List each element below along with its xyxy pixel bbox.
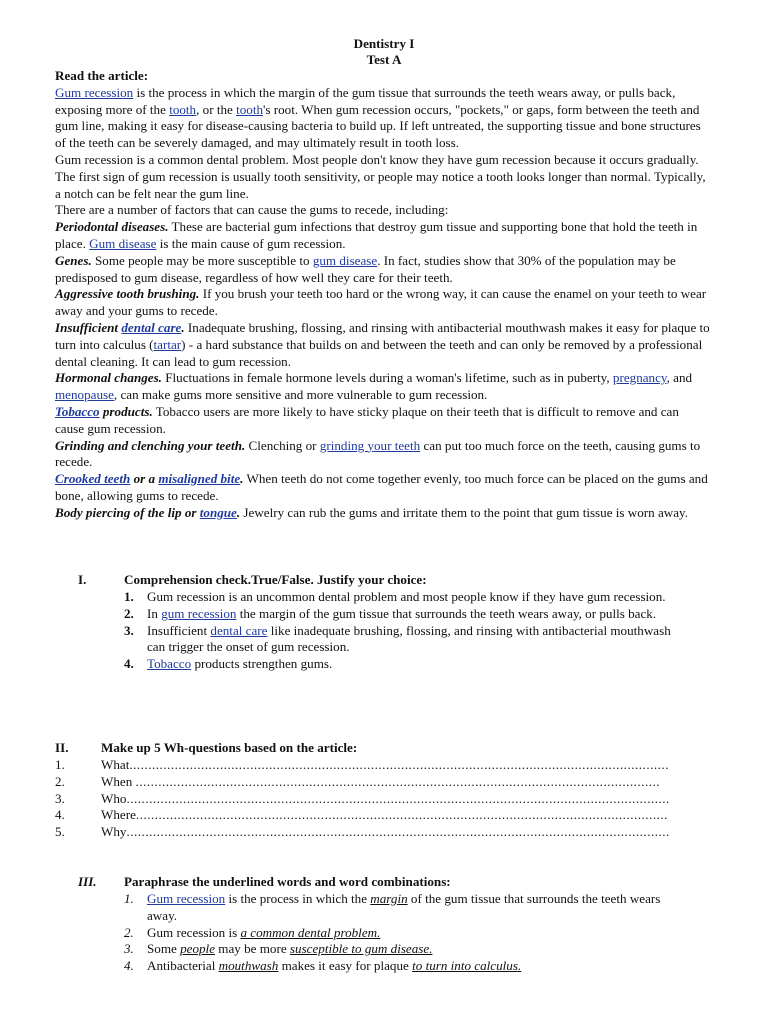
underlined-term: people (180, 941, 216, 957)
article-paragraph-3: There are a number of factors that can cause the gums to recede, including: (55, 202, 449, 218)
section-paraphrase (0, 874, 768, 975)
factor-text: can put too much force on the teeth, causing gums to recede. (55, 437, 701, 470)
section-number: III. (78, 874, 97, 889)
paraphrase-text (147, 925, 687, 942)
article-text: 's root. When gum recession occurs, "pockets," or gaps, form between the teeth and gum line, making it easy for disease-causing bacteria to build up. If left untreated, the supporting tissue and bone structures of the teeth can be severely damaged, and may ultimately result in tooth loss. (55, 101, 701, 151)
factor-text: Fluctuations in female hormone levels during a woman's lifetime, such as in puberty, (161, 370, 613, 386)
question-answer-line[interactable] (101, 757, 669, 774)
paraphrase-item (0, 891, 768, 925)
statement-text (147, 623, 687, 657)
factor-piercing (55, 505, 711, 522)
factor-text: Clenching or (245, 437, 320, 453)
item-number: 1. (124, 891, 134, 906)
link-tartar[interactable]: tartar (153, 336, 182, 352)
link-gum-recession[interactable]: Gum recession (147, 891, 226, 906)
statement-text (147, 606, 687, 623)
statement-text (147, 656, 687, 673)
link-misaligned-bite[interactable]: misaligned bite (158, 471, 241, 487)
factor-label: Insufficient (55, 319, 122, 335)
article (55, 68, 711, 522)
item-number: 3. (55, 790, 65, 806)
article-paragraph-2: Gum recession is a common dental problem. Most people don't know they have gum recession because it occurs gradually. The first sign of gum recession is usually tooth sensitivity, or people may notice a tooth looks longer than normal. Typically, a notch can be felt near the gum line. (55, 151, 706, 201)
link-pregnancy[interactable]: pregnancy (612, 370, 667, 386)
item-number: 2. (55, 773, 65, 789)
factor-text: These are bacterial gum infections that destroy gum tissue and supporting bone that hold the teeth in place. (55, 219, 698, 251)
question-word: Where (101, 807, 136, 823)
item-number: 2. (124, 605, 134, 621)
section-comprehension (0, 572, 768, 673)
link-gum-recession[interactable]: Gum recession (55, 84, 134, 100)
statement-part: Insufficient (147, 622, 211, 638)
section-number: II. (55, 740, 69, 755)
item-number: 2. (124, 924, 134, 940)
link-crooked-teeth[interactable]: Crooked teeth (55, 471, 131, 487)
factor-periodontal (55, 219, 711, 253)
section-heading (0, 740, 768, 757)
item-number: 4. (55, 807, 65, 823)
item-number: 1. (55, 757, 65, 772)
item-number: 5. (55, 824, 65, 840)
question-answer-line[interactable] (101, 824, 670, 841)
factor-hormonal (55, 370, 711, 404)
statement-text: Gum recession is an uncommon dental problem and most people know if they have gum recession. (147, 589, 666, 604)
factor-grinding (55, 438, 711, 472)
item-number: 3. (124, 622, 134, 638)
paraphrase-part: makes it easy for plaque (278, 958, 413, 974)
question-word: What (101, 757, 130, 772)
paraphrase-text (147, 958, 687, 975)
statement-part: In (147, 605, 162, 621)
paraphrase-part: Antibacterial (147, 958, 219, 974)
factor-text: When teeth do not come together evenly, too much force can be placed on the gums and bone, allowing gums to recede. (55, 471, 708, 503)
link-dental-care[interactable]: dental care (210, 622, 268, 638)
factor-label: Hormonal changes. (55, 370, 162, 386)
factor-label: . (240, 471, 244, 487)
factor-label: or a (130, 471, 159, 487)
factor-text: Some people may be more susceptible to (91, 252, 313, 268)
article-text: , or the (196, 101, 237, 117)
paraphrase-item (0, 925, 768, 942)
factor-text: , and (666, 370, 693, 386)
factor-label: products. (99, 403, 153, 419)
link-tobacco[interactable]: Tobacco (147, 656, 192, 672)
section-title: Comprehension check.True/False. Justify your choice: (124, 572, 427, 587)
question-line (0, 791, 768, 808)
factor-text: Inadequate brushing, flossing, and rinsing with antibacterial mouthwash makes it easy for plaque to turn into calculus ( (55, 319, 710, 352)
question-word: When (101, 773, 136, 789)
factor-tobacco (55, 404, 711, 438)
statement-part: the margin of the gum tissue that surrounds the teeth wears away, or pulls back. (236, 605, 657, 621)
paraphrase-item (0, 941, 768, 958)
statement-item (0, 656, 768, 673)
factor-genes (55, 253, 711, 287)
link-grinding-teeth[interactable]: grinding your teeth (319, 437, 421, 453)
link-dental-care[interactable]: dental care (121, 319, 182, 335)
article-text: is the process in which the margin of the gum tissue that surrounds the teeth wears away, or pulls back, exposing more of the (55, 84, 676, 117)
link-menopause[interactable]: menopause (55, 387, 114, 403)
answer-dots: ............................................................................................................................................... (129, 757, 669, 772)
factor-text: . In fact, studies show that 30% of the population may be predisposed to gum disease, regardless of how well they care for their teeth. (55, 252, 676, 285)
answer-dots: ........................................................................................................................................... (135, 773, 661, 789)
paraphrase-part: of the gum tissue that surrounds the teeth wears away. (147, 891, 661, 923)
link-tobacco[interactable]: Tobacco (55, 403, 100, 419)
question-line (0, 807, 768, 824)
statement-part: products strengthen gums. (191, 656, 333, 672)
link-tooth-root[interactable]: tooth (236, 101, 264, 117)
section-title: Make up 5 Wh-questions based on the article: (101, 740, 358, 755)
question-line (0, 774, 768, 791)
answer-dots: ............................................................................................................................................. (135, 807, 668, 823)
paraphrase-text (147, 941, 687, 958)
item-number: 4. (124, 958, 134, 974)
item-number: 4. (124, 656, 134, 672)
link-gum-recession[interactable]: gum recession (161, 605, 237, 621)
question-line (0, 757, 768, 774)
underlined-term: a common dental problem. (240, 924, 381, 940)
factor-label: Aggressive tooth brushing. (55, 286, 200, 302)
question-word: Why (101, 824, 127, 840)
underlined-term: susceptible to gum disease. (289, 941, 433, 957)
factor-label: Body piercing of the lip or (55, 504, 200, 520)
paraphrase-part: Some (147, 941, 181, 957)
factor-text: If you brush your teeth too hard or the wrong way, it can cause the enamel on your teeth to wear away and your gums to recede. (55, 286, 707, 319)
item-number: 3. (124, 941, 134, 957)
factor-text: ) - a hard substance that builds on and between the teeth and can only be removed by a professional dental cleaning. It can lead to gum recession. (55, 336, 703, 369)
underlined-term: to turn into calculus. (412, 958, 522, 974)
section-title: Paraphrase the underlined words and word combinations: (124, 874, 451, 889)
section-heading (0, 874, 768, 891)
paraphrase-part: Gum recession is (147, 924, 241, 940)
factor-brushing (55, 286, 711, 320)
section-wh-questions (0, 740, 768, 841)
question-line (0, 824, 768, 841)
question-word: Who (101, 790, 127, 806)
underlined-term: mouthwash (218, 958, 279, 974)
factor-label: . (236, 504, 241, 520)
statement-item (0, 623, 768, 657)
answer-dots: ................................................................................................................................................ (126, 790, 670, 806)
factor-label: Genes. (55, 252, 92, 268)
section-heading (0, 572, 768, 589)
paraphrase-part: is the process in which the (225, 891, 371, 906)
article-heading: Read the article: (55, 68, 149, 83)
link-gum-disease[interactable]: Gum disease (89, 235, 157, 251)
link-tooth[interactable]: tooth (169, 101, 197, 117)
section-number: I. (78, 572, 87, 587)
factor-label: Periodontal diseases. (55, 219, 169, 235)
underlined-term: margin (370, 891, 408, 906)
factor-text: , can make gums more sensitive and more vulnerable to gum recession. (113, 387, 488, 403)
document-subtitle: Test A (366, 52, 402, 67)
paraphrase-part: may be more (215, 941, 290, 957)
factor-text: Jewelry can rub the gums and irritate them to the point that gum tissue is worn away. (240, 504, 689, 520)
factor-text: is the main cause of gum recession. (156, 235, 346, 251)
factor-crooked-teeth (55, 471, 711, 505)
question-answer-line[interactable] (101, 807, 668, 824)
item-number: 1. (124, 589, 134, 604)
factor-label: Grinding and clenching your teeth. (55, 437, 246, 453)
factor-label: . (181, 319, 185, 335)
link-tongue[interactable]: tongue (199, 504, 237, 520)
statement-part: like inadequate brushing, flossing, and rinsing with antibacterial mouthwash can trigger the onset of gum recession. (147, 622, 671, 655)
paraphrase-item (0, 958, 768, 975)
question-answer-line[interactable] (101, 774, 660, 791)
document-title: Dentistry I (353, 36, 415, 51)
factor-dental-care (55, 320, 711, 370)
question-answer-line[interactable] (101, 791, 670, 808)
link-gum-disease[interactable]: gum disease (312, 252, 378, 268)
statement-item (0, 589, 768, 606)
answer-dots: ................................................................................................................................................ (126, 824, 670, 840)
statement-item (0, 606, 768, 623)
article-paragraph-1 (55, 85, 711, 152)
paraphrase-text (147, 891, 687, 925)
factor-text: Tobacco users are more likely to have sticky plaque on their teeth that is difficult to remove and can cause gum recession. (55, 403, 679, 436)
